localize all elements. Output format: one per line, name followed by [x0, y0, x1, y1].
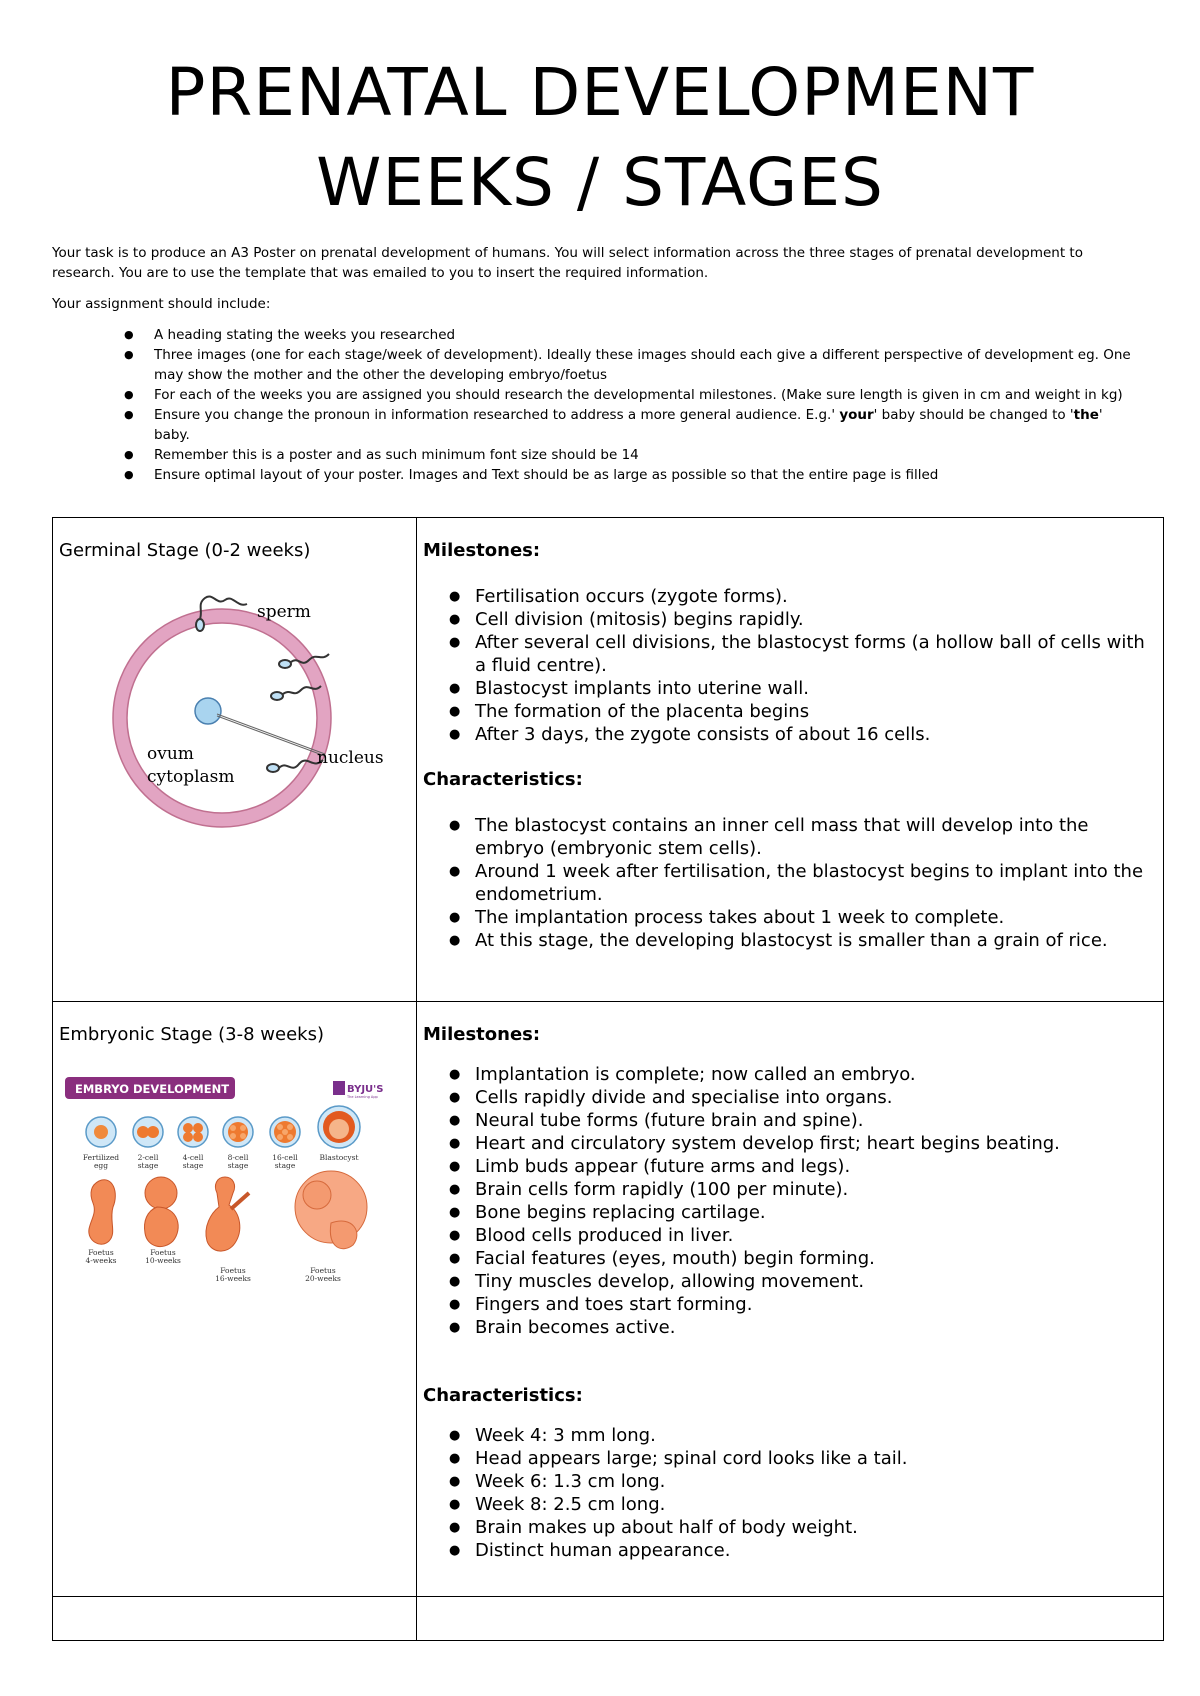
foetus-label: 10-weeks	[145, 1256, 181, 1265]
nucleus-shape	[195, 698, 221, 724]
page-title: PRENATAL DEVELOPMENT WEEKS / STAGES	[165, 54, 1035, 221]
stages-table	[52, 517, 1164, 1641]
requirement-item: ● For each of the weeks you are assigned you should research the developmental milestones. (Make sure length is given in cm and weight in kg)	[154, 385, 1142, 405]
embryonic-text	[423, 1023, 1153, 1562]
foetus-10-weeks	[145, 1177, 179, 1247]
list-item: ● Limb buds appear (future arms and legs).	[475, 1155, 1153, 1178]
list-item: ● Fertilisation occurs (zygote forms).	[475, 585, 1153, 608]
embryonic-characteristics-list	[423, 1424, 1153, 1562]
foetus-label: 16-weeks	[215, 1274, 251, 1283]
requirement-item: ● Three images (one for each stage/week of development). Ideally these images should each give a different perspective of development eg. One may show the mother and the other the developing embryo/foetus	[154, 345, 1142, 385]
list-item: ● The implantation process takes about 1 week to complete.	[475, 906, 1153, 929]
cell-stage-2-cell	[133, 1117, 163, 1147]
list-item: ● Facial features (eyes, mouth) begin forming.	[475, 1247, 1153, 1270]
list-item: ● Distinct human appearance.	[475, 1539, 1153, 1562]
list-item: ● Tiny muscles develop, allowing movement.	[475, 1270, 1153, 1293]
pronoun-text: ' baby.	[154, 407, 1103, 443]
list-item: ● The blastocyst contains an inner cell mass that will develop into the embryo (embryonic stem cells).	[475, 814, 1153, 860]
list-item: ● Fingers and toes start forming.	[475, 1293, 1153, 1316]
sperm-label: sperm	[257, 602, 311, 622]
foetus-label: Foetus	[150, 1248, 176, 1257]
pronoun-text: Ensure you change the pronoun in information researched to address a more general audience. E.g.'	[154, 407, 840, 423]
byjus-logo-text: BYJU'S	[347, 1084, 384, 1095]
foetus-label: Foetus	[88, 1248, 114, 1257]
list-item: ● Week 8: 2.5 cm long.	[475, 1493, 1153, 1516]
requirements-list	[52, 325, 1142, 485]
list-item: ● Blastocyst implants into uterine wall.	[475, 677, 1153, 700]
characteristics-heading: Characteristics:	[423, 769, 583, 790]
intro-section	[52, 243, 1142, 485]
cell-label: stage	[137, 1161, 159, 1170]
list-item: ● After 3 days, the zygote consists of about 16 cells.	[475, 723, 1153, 746]
requirement-item	[154, 405, 1142, 445]
list-item: ● Heart and circulatory system develop first; heart begins beating.	[475, 1132, 1153, 1155]
embryonic-stage-image	[61, 1073, 411, 1313]
list-item: ● Cell division (mitosis) begins rapidly.	[475, 608, 1153, 631]
cell-label: stage	[227, 1161, 249, 1170]
byjus-logo-mark	[333, 1081, 345, 1095]
list-item: ● Week 6: 1.3 cm long.	[475, 1470, 1153, 1493]
list-item: ● Around 1 week after fertilisation, the blastocyst begins to implant into the endometrium.	[475, 860, 1153, 906]
embryo-banner-text: EMBRYO DEVELOPMENT	[75, 1082, 230, 1096]
cell-stage-labels	[83, 1153, 359, 1170]
list-item: ● At this stage, the developing blastocyst is smaller than a grain of rice.	[475, 929, 1153, 952]
foetus-20-weeks	[295, 1171, 367, 1249]
germinal-stage-label: Germinal Stage (0-2 weeks)	[59, 540, 311, 561]
cell-label: stage	[182, 1161, 204, 1170]
milestones-heading: Milestones:	[423, 1024, 541, 1045]
cell-stage-fertilized-egg	[86, 1117, 116, 1147]
germinal-text	[423, 539, 1153, 952]
list-item: ● Blood cells produced in liver.	[475, 1224, 1153, 1247]
pronoun-bold: your	[839, 407, 874, 423]
requirement-item: ● Ensure optimal layout of your poster. Images and Text should be as large as possible so that the entire page is filled	[154, 465, 1142, 485]
table-divider	[53, 1596, 1163, 1597]
cytoplasm-label: cytoplasm	[147, 767, 235, 787]
list-item: ● Brain makes up about half of body weight.	[475, 1516, 1153, 1539]
embryonic-stage-label: Embryonic Stage (3-8 weeks)	[59, 1024, 324, 1045]
foetus-16-weeks	[206, 1177, 249, 1251]
list-item: ● After several cell divisions, the blastocyst forms (a hollow ball of cells with a fluid centre).	[475, 631, 1153, 677]
table-divider	[53, 1001, 1163, 1002]
table-divider	[416, 518, 417, 1640]
list-item: ● Brain becomes active.	[475, 1316, 1153, 1339]
cell-stage-8-cell	[223, 1117, 253, 1147]
cell-label: egg	[93, 1161, 109, 1170]
characteristics-heading: Characteristics:	[423, 1385, 583, 1406]
germinal-stage-image	[77, 578, 407, 868]
include-label: Your assignment should include:	[52, 296, 271, 312]
requirement-item: ● A heading stating the weeks you researched	[154, 325, 1142, 345]
requirement-item: ● Remember this is a poster and as such minimum font size should be 14	[154, 445, 1142, 465]
cell-label: 16-cell	[272, 1153, 298, 1162]
cell-stage-4-cell	[178, 1117, 208, 1147]
ovum-label: ovum	[147, 744, 194, 764]
cell-label: stage	[274, 1161, 296, 1170]
cell-stage-16-cell	[270, 1117, 300, 1147]
list-item: ● Neural tube forms (future brain and spine).	[475, 1109, 1153, 1132]
cell-label: 2-cell	[137, 1153, 159, 1162]
list-item: ● Brain cells form rapidly (100 per minute).	[475, 1178, 1153, 1201]
nucleus-label: nucleus	[317, 748, 384, 768]
foetus-4-weeks	[89, 1180, 116, 1244]
foetus-label: Foetus	[310, 1266, 336, 1275]
cell-label: 4-cell	[182, 1153, 204, 1162]
byjus-logo-sub: The Learning App	[347, 1095, 378, 1099]
foetus-label: 20-weeks	[305, 1274, 341, 1283]
germinal-milestones-list	[423, 585, 1153, 746]
nucleus-pointer	[217, 714, 325, 754]
intro-paragraph: Your task is to produce an A3 Poster on prenatal development of humans. You will select information across the three stages of prenatal development to research. You are to use the template that was emailed to you to insert the required information.	[52, 245, 1083, 281]
cell-label: Blastocyst	[319, 1153, 359, 1162]
milestones-heading: Milestones:	[423, 540, 541, 561]
germinal-characteristics-list	[423, 814, 1153, 952]
foetus-label: 4-weeks	[85, 1256, 117, 1265]
cell-stage-blastocyst	[318, 1106, 360, 1148]
cell-label: 8-cell	[227, 1153, 249, 1162]
list-item: ● The formation of the placenta begins	[475, 700, 1153, 723]
list-item: ● Week 4: 3 mm long.	[475, 1424, 1153, 1447]
pronoun-bold: the	[1073, 407, 1099, 423]
foetus-label: Foetus	[220, 1266, 246, 1275]
cell-label: Fertilized	[82, 1153, 120, 1162]
list-item: ● Head appears large; spinal cord looks like a tail.	[475, 1447, 1153, 1470]
list-item: ● Cells rapidly divide and specialise into organs.	[475, 1086, 1153, 1109]
list-item: ● Bone begins replacing cartilage.	[475, 1201, 1153, 1224]
embryonic-milestones-list	[423, 1063, 1153, 1339]
foetus-labels	[86, 1248, 342, 1283]
pronoun-text: ' baby should be changed to '	[873, 407, 1074, 423]
nucleus-pointer	[217, 716, 325, 756]
list-item: ● Implantation is complete; now called an embryo.	[475, 1063, 1153, 1086]
